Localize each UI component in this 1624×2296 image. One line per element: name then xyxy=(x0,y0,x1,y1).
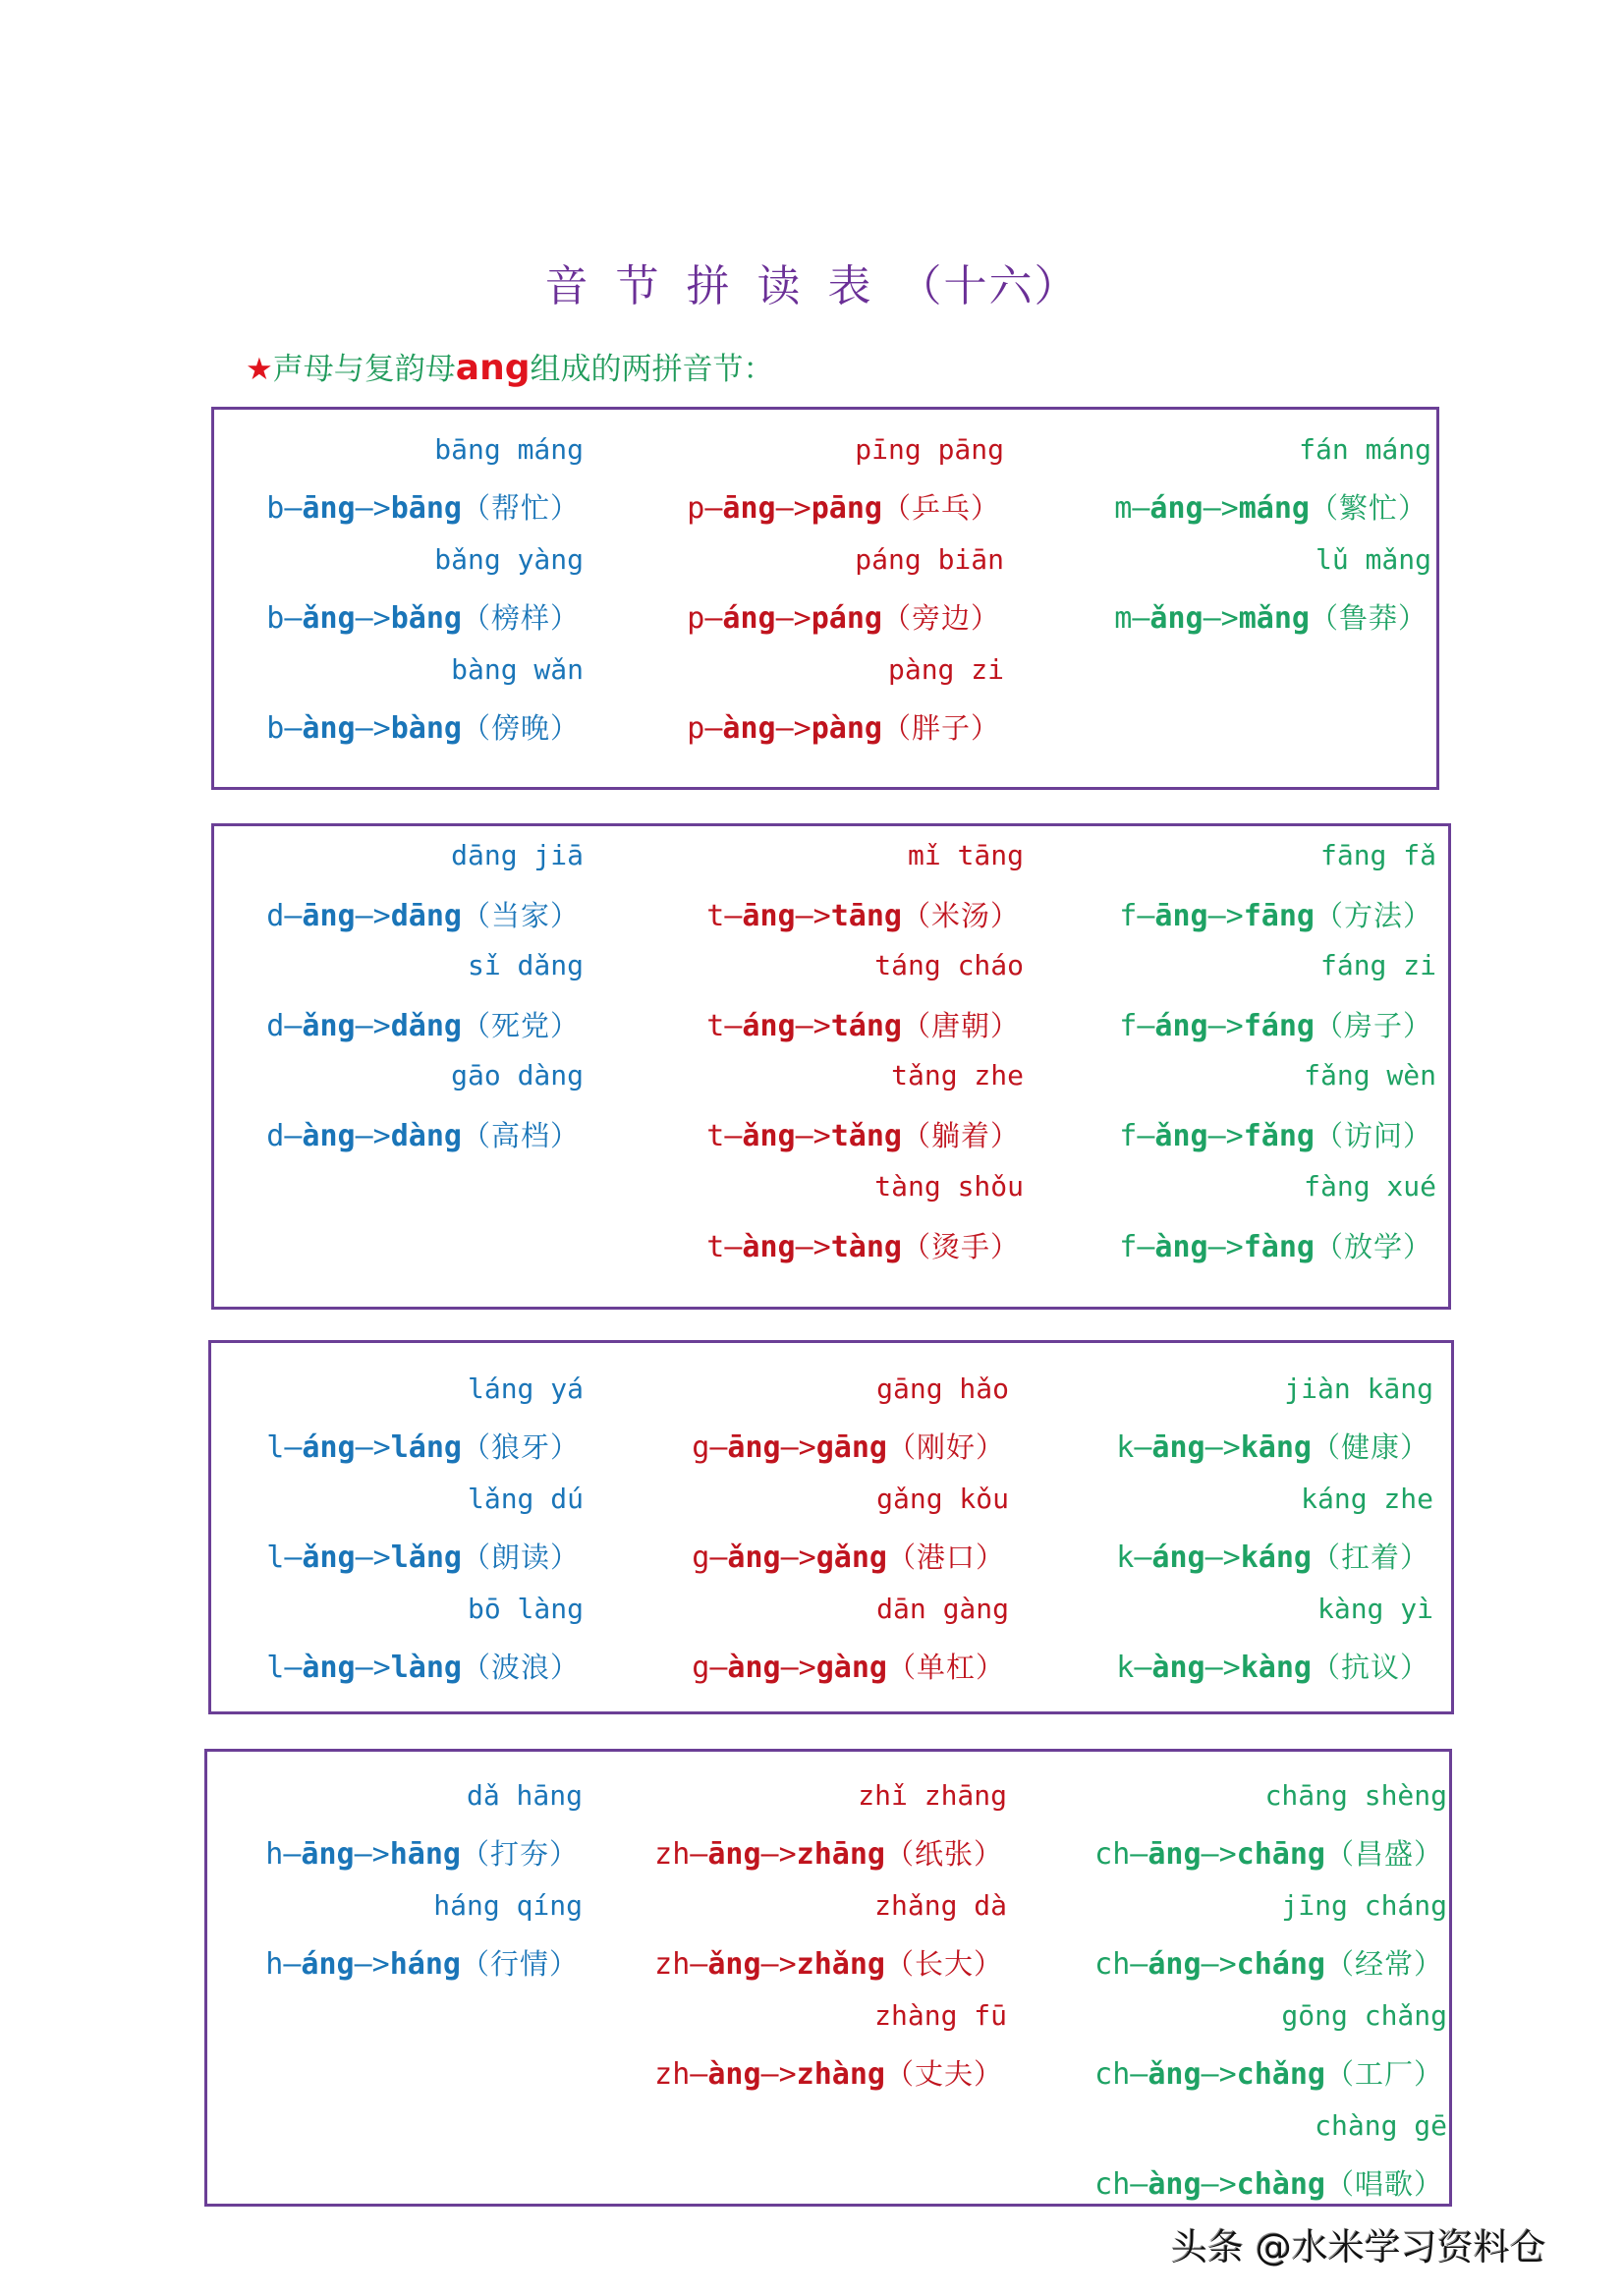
arrow-symbol: —> xyxy=(355,1119,391,1153)
dash-symbol: — xyxy=(1137,1009,1155,1043)
syllable-result: páng xyxy=(811,601,882,636)
dash-symbol: — xyxy=(284,1540,303,1575)
initial-consonant: ch xyxy=(1094,2057,1131,2092)
example-words-pinyin: háng qíng xyxy=(433,1889,583,1922)
initial-consonant: f xyxy=(1119,1230,1138,1264)
syllable-result: dāng xyxy=(390,899,462,933)
syllable-result: tāng xyxy=(830,899,902,933)
final-vowel: áng xyxy=(722,601,776,636)
example-words-pinyin: chàng gē xyxy=(1315,2109,1447,2142)
initial-consonant: ch xyxy=(1094,1837,1131,1872)
chinese-word: （唐朝） xyxy=(901,1009,1020,1042)
chinese-word: （经常） xyxy=(1324,1947,1443,1981)
syllable-box-4 xyxy=(204,1749,1452,2207)
final-vowel: ǎng xyxy=(1148,2057,1202,2092)
example-words-pinyin: zhǐ zhāng xyxy=(858,1779,1007,1812)
dash-symbol: — xyxy=(1137,1230,1155,1264)
initial-consonant: p xyxy=(687,711,705,746)
dash-symbol: — xyxy=(709,1651,728,1685)
arrow-symbol: —> xyxy=(780,1651,816,1685)
initial-consonant: t xyxy=(706,1230,725,1264)
initial-consonant: m xyxy=(1114,491,1133,526)
initial-consonant: ch xyxy=(1094,1947,1131,1982)
chinese-word: （高档） xyxy=(461,1119,580,1152)
arrow-symbol: —> xyxy=(795,1119,831,1153)
chinese-word: （放学） xyxy=(1314,1230,1432,1263)
dash-symbol: — xyxy=(704,711,723,746)
initial-consonant: g xyxy=(692,1430,710,1465)
arrow-symbol: —> xyxy=(355,1009,391,1043)
spelling-formula xyxy=(1094,2162,1443,2203)
initial-consonant: b xyxy=(266,711,285,746)
dash-symbol: — xyxy=(724,899,743,933)
syllable-result: fāng xyxy=(1243,899,1315,933)
example-words-pinyin: fáng zi xyxy=(1319,949,1436,981)
example-words-pinyin: gāng hǎo xyxy=(876,1372,1009,1405)
chinese-word: （唱歌） xyxy=(1324,2167,1443,2201)
dash-symbol: — xyxy=(709,1540,728,1575)
dash-symbol: — xyxy=(724,1009,743,1043)
chinese-word: （榜样） xyxy=(461,601,580,635)
syllable-result: pāng xyxy=(811,491,882,526)
initial-consonant: d xyxy=(266,899,285,933)
final-vowel: áng xyxy=(302,1430,356,1465)
spelling-formula xyxy=(1094,1942,1443,1983)
arrow-symbol: —> xyxy=(775,711,812,746)
section-heading xyxy=(246,344,774,388)
dash-symbol: — xyxy=(1132,601,1150,636)
dash-symbol: — xyxy=(1130,2167,1148,2202)
syllable-result: chǎng xyxy=(1236,2057,1325,2092)
final-vowel: àng xyxy=(727,1651,781,1685)
chinese-word: （单杠） xyxy=(886,1651,1005,1684)
final-vowel: àng xyxy=(302,711,356,746)
arrow-symbol: —> xyxy=(355,1651,391,1685)
final-vowel: áng xyxy=(301,1947,355,1982)
spelling-formula xyxy=(1094,2052,1443,2093)
example-words-pinyin: fǎng wèn xyxy=(1304,1059,1436,1092)
final-vowel: ǎng xyxy=(1149,601,1204,636)
syllable-result: pàng xyxy=(811,711,882,746)
syllable-result: háng xyxy=(389,1947,461,1982)
initial-consonant: t xyxy=(706,899,725,933)
chinese-word: （乒乓） xyxy=(881,491,1000,525)
arrow-symbol: —> xyxy=(1207,1119,1244,1153)
arrow-symbol: —> xyxy=(1203,491,1239,526)
dash-symbol: — xyxy=(704,601,723,636)
spelling-formula xyxy=(1116,1646,1429,1686)
dash-symbol: — xyxy=(724,1119,743,1153)
chinese-word: （米汤） xyxy=(901,899,1020,932)
initial-consonant: ch xyxy=(1094,2167,1131,2202)
arrow-symbol: —> xyxy=(1204,1651,1241,1685)
chinese-word: （烫手） xyxy=(901,1230,1020,1263)
dash-symbol: — xyxy=(709,1430,728,1465)
syllable-result: fáng xyxy=(1243,1009,1315,1043)
final-vowel: ǎng xyxy=(1154,1119,1208,1153)
syllable-column xyxy=(214,826,1436,1307)
chinese-word: （波浪） xyxy=(461,1651,580,1684)
initial-consonant: k xyxy=(1116,1651,1135,1685)
dash-symbol: — xyxy=(1137,1119,1155,1153)
chinese-word: （昌盛） xyxy=(1324,1837,1443,1871)
example-words-pinyin: chāng shèng xyxy=(1264,1779,1447,1812)
initial-consonant: b xyxy=(266,491,285,526)
chinese-word: （打夯） xyxy=(460,1837,579,1871)
syllable-result: táng xyxy=(830,1009,902,1043)
final-vowel: āng xyxy=(301,1837,355,1872)
chinese-word: （房子） xyxy=(1314,1009,1432,1042)
chinese-word: （刚好） xyxy=(886,1430,1005,1464)
dash-symbol: — xyxy=(284,1651,303,1685)
syllable-result: tàng xyxy=(830,1230,902,1264)
syllable-result: dǎng xyxy=(390,1009,462,1043)
syllable-result: zhāng xyxy=(796,1837,885,1872)
arrow-symbol: —> xyxy=(780,1540,816,1575)
chinese-word: （工厂） xyxy=(1324,2057,1443,2091)
final-vowel: àng xyxy=(742,1230,796,1264)
syllable-result: bǎng xyxy=(390,601,462,636)
dash-symbol: — xyxy=(1137,899,1155,933)
chinese-word: （当家） xyxy=(461,899,580,932)
example-words-pinyin: bāng máng xyxy=(434,433,584,466)
syllable-result: tǎng xyxy=(830,1119,902,1153)
arrow-symbol: —> xyxy=(1201,1837,1237,1872)
example-words-pinyin: tǎng zhe xyxy=(891,1059,1024,1092)
arrow-symbol: —> xyxy=(1201,1947,1237,1982)
chinese-word: （死党） xyxy=(461,1009,580,1042)
final-vowel: ǎng xyxy=(707,1947,761,1982)
example-words-pinyin: dān gàng xyxy=(876,1593,1009,1625)
dash-symbol: — xyxy=(704,491,723,526)
dash-symbol: — xyxy=(1130,1837,1148,1872)
chinese-word: （港口） xyxy=(886,1540,1005,1574)
final-vowel: àng xyxy=(707,2057,761,2092)
dash-symbol: — xyxy=(1132,491,1150,526)
dash-symbol: — xyxy=(690,1837,708,1872)
final-vowel: áng xyxy=(1151,1540,1205,1575)
spelling-formula xyxy=(1114,596,1428,637)
chinese-word: （纸张） xyxy=(884,1837,1003,1871)
chinese-word: （扛着） xyxy=(1311,1540,1429,1574)
syllable-result: bàng xyxy=(390,711,462,746)
dash-symbol: — xyxy=(1134,1430,1152,1465)
chinese-word: （旁边） xyxy=(881,601,1000,635)
syllable-result: làng xyxy=(390,1651,462,1685)
spelling-formula xyxy=(1116,1536,1429,1576)
initial-consonant: l xyxy=(266,1430,285,1465)
title-suffix: （十六） xyxy=(898,261,1080,311)
chinese-word: （胖子） xyxy=(881,711,1000,745)
final-vowel: āng xyxy=(742,899,796,933)
syllable-result: gàng xyxy=(815,1651,887,1685)
syllable-result: bāng xyxy=(390,491,462,526)
arrow-symbol: —> xyxy=(760,1947,797,1982)
spelling-formula xyxy=(1119,1004,1432,1044)
arrow-symbol: —> xyxy=(1201,2057,1237,2092)
example-words-pinyin: tàng shǒu xyxy=(874,1170,1024,1203)
example-words-pinyin: fàng xué xyxy=(1304,1170,1436,1203)
final-vowel: àng xyxy=(1154,1230,1208,1264)
syllable-result: fàng xyxy=(1243,1230,1315,1264)
dash-symbol: — xyxy=(284,899,303,933)
syllable-result: chāng xyxy=(1236,1837,1325,1872)
arrow-symbol: —> xyxy=(1204,1430,1241,1465)
example-words-pinyin: mǐ tāng xyxy=(907,839,1024,871)
initial-consonant: f xyxy=(1119,1119,1138,1153)
spelling-formula xyxy=(1116,1426,1429,1466)
initial-consonant: t xyxy=(706,1119,725,1153)
final-vowel: áng xyxy=(1149,491,1204,526)
arrow-symbol: —> xyxy=(775,601,812,636)
final-vowel: āng xyxy=(727,1430,781,1465)
final-vowel: āng xyxy=(1151,1430,1205,1465)
example-words-pinyin: gōng chǎng xyxy=(1281,1999,1447,2032)
arrow-symbol: —> xyxy=(354,1837,390,1872)
arrow-symbol: —> xyxy=(795,1230,831,1264)
final-vowel: ǎng xyxy=(302,601,356,636)
dash-symbol: — xyxy=(284,491,303,526)
final-vowel: àng xyxy=(302,1119,356,1153)
final-vowel: áng xyxy=(1154,1009,1208,1043)
spelling-formula xyxy=(1119,1114,1432,1154)
dash-symbol: — xyxy=(1130,2057,1148,2092)
initial-consonant: p xyxy=(687,601,705,636)
arrow-symbol: —> xyxy=(354,1947,390,1982)
dash-symbol: — xyxy=(1130,1947,1148,1982)
initial-consonant: h xyxy=(265,1947,284,1982)
syllable-column xyxy=(214,410,1431,787)
arrow-symbol: —> xyxy=(1201,2167,1237,2202)
arrow-symbol: —> xyxy=(1204,1540,1241,1575)
example-words-pinyin: zhàng fū xyxy=(874,1999,1007,2032)
final-vowel: àng xyxy=(302,1651,356,1685)
arrow-symbol: —> xyxy=(355,899,391,933)
chinese-word: （帮忙） xyxy=(461,491,580,525)
arrow-symbol: —> xyxy=(355,1430,391,1465)
example-words-pinyin: táng cháo xyxy=(874,949,1024,981)
dash-symbol: — xyxy=(284,601,303,636)
chinese-word: （长大） xyxy=(884,1947,1003,1981)
initial-consonant: p xyxy=(687,491,705,526)
example-words-pinyin: láng yá xyxy=(467,1372,584,1405)
arrow-symbol: —> xyxy=(355,491,391,526)
syllable-result: mǎng xyxy=(1238,601,1310,636)
initial-consonant: f xyxy=(1119,1009,1138,1043)
final-vowel: āng xyxy=(1148,1837,1202,1872)
arrow-symbol: —> xyxy=(795,899,831,933)
syllable-result: máng xyxy=(1238,491,1310,526)
syllable-result: kāng xyxy=(1240,1430,1312,1465)
syllable-result: lǎng xyxy=(390,1540,462,1575)
final-vowel: ǎng xyxy=(302,1540,356,1575)
chinese-word: （狼牙） xyxy=(461,1430,580,1464)
final-vowel: àng xyxy=(1151,1651,1205,1685)
example-words-pinyin: jīng cháng xyxy=(1281,1889,1447,1922)
chinese-word: （方法） xyxy=(1314,899,1432,932)
chinese-word: （躺着） xyxy=(901,1119,1020,1152)
chinese-word: （行情） xyxy=(460,1947,579,1981)
example-words-pinyin: fāng fǎ xyxy=(1319,839,1436,871)
example-words-pinyin: gāo dàng xyxy=(451,1059,584,1092)
chinese-word: （访问） xyxy=(1314,1119,1432,1152)
arrow-symbol: —> xyxy=(760,1837,797,1872)
chinese-word: （傍晚） xyxy=(461,711,580,745)
initial-consonant: zh xyxy=(654,2057,691,2092)
heading-text-after: 组成的两拼音节： xyxy=(530,352,774,387)
example-words-pinyin: gǎng kǒu xyxy=(876,1483,1009,1515)
final-vowel: àng xyxy=(1148,2167,1202,2202)
dash-symbol: — xyxy=(284,711,303,746)
title-main: 音节拼读表 xyxy=(544,261,899,311)
initial-consonant: f xyxy=(1119,899,1138,933)
page-title xyxy=(0,251,1624,313)
final-vowel: ǎng xyxy=(727,1540,781,1575)
initial-consonant: d xyxy=(266,1009,285,1043)
final-vowel: áng xyxy=(1148,1947,1202,1982)
syllable-box-1 xyxy=(211,407,1439,790)
syllable-column xyxy=(211,1343,1433,1711)
syllable-result: zhǎng xyxy=(796,1947,885,1982)
arrow-symbol: —> xyxy=(1207,899,1244,933)
chinese-word: （鲁莽） xyxy=(1309,601,1428,635)
dash-symbol: — xyxy=(284,1119,303,1153)
example-words-pinyin: kàng yì xyxy=(1316,1593,1433,1625)
final-vowel: āng xyxy=(302,899,356,933)
dash-symbol: — xyxy=(1134,1540,1152,1575)
syllable-result: gāng xyxy=(815,1430,887,1465)
initial-consonant: l xyxy=(266,1540,285,1575)
arrow-symbol: —> xyxy=(795,1009,831,1043)
chinese-word: （丈夫） xyxy=(884,2057,1003,2091)
example-words-pinyin: bǎng yàng xyxy=(434,543,584,576)
heading-text-before: 声母与复韵母 xyxy=(272,352,456,387)
arrow-symbol: —> xyxy=(355,601,391,636)
initial-consonant: b xyxy=(266,601,285,636)
arrow-symbol: —> xyxy=(1207,1230,1244,1264)
final-vowel: ǎng xyxy=(742,1119,796,1153)
initial-consonant: m xyxy=(1114,601,1133,636)
watermark: 头条 @水米学习资料仓 xyxy=(1171,2226,1546,2268)
arrow-symbol: —> xyxy=(355,711,391,746)
arrow-symbol: —> xyxy=(775,491,812,526)
chinese-word: （繁忙） xyxy=(1309,491,1428,525)
syllable-result: fǎng xyxy=(1243,1119,1315,1153)
example-words-pinyin: lǎng dú xyxy=(467,1483,584,1515)
example-words-pinyin: káng zhe xyxy=(1301,1483,1433,1515)
arrow-symbol: —> xyxy=(1203,601,1239,636)
heading-highlight: ang xyxy=(455,348,531,388)
initial-consonant: g xyxy=(692,1540,710,1575)
initial-consonant: g xyxy=(692,1651,710,1685)
initial-consonant: k xyxy=(1116,1430,1135,1465)
final-vowel: āng xyxy=(1154,899,1208,933)
final-vowel: àng xyxy=(722,711,776,746)
spelling-formula xyxy=(1094,1832,1443,1873)
example-words-pinyin: dāng jiā xyxy=(451,839,584,871)
chinese-word: （朗读） xyxy=(461,1540,580,1574)
syllable-result: zhàng xyxy=(796,2057,885,2092)
spelling-formula xyxy=(1114,486,1428,527)
syllable-result: kàng xyxy=(1240,1651,1312,1685)
example-words-pinyin: fán máng xyxy=(1299,433,1431,466)
example-words-pinyin: zhǎng dà xyxy=(874,1889,1007,1922)
initial-consonant: zh xyxy=(654,1947,691,1982)
dash-symbol: — xyxy=(690,2057,708,2092)
dash-symbol: — xyxy=(283,1947,302,1982)
arrow-symbol: —> xyxy=(1207,1009,1244,1043)
arrow-symbol: —> xyxy=(780,1430,816,1465)
example-words-pinyin: pīng pāng xyxy=(855,433,1004,466)
initial-consonant: h xyxy=(265,1837,284,1872)
dash-symbol: — xyxy=(1134,1651,1152,1685)
dash-symbol: — xyxy=(690,1947,708,1982)
final-vowel: āng xyxy=(707,1837,761,1872)
syllable-result: káng xyxy=(1240,1540,1312,1575)
syllable-result: gǎng xyxy=(815,1540,887,1575)
initial-consonant: d xyxy=(266,1119,285,1153)
chinese-word: （抗议） xyxy=(1311,1651,1429,1684)
syllable-box-2 xyxy=(211,823,1451,1310)
example-words-pinyin: pàng zi xyxy=(887,653,1004,686)
syllable-column xyxy=(207,1752,1447,2204)
initial-consonant: t xyxy=(706,1009,725,1043)
chinese-word: （健康） xyxy=(1311,1430,1429,1464)
syllable-result: dàng xyxy=(390,1119,462,1153)
final-vowel: āng xyxy=(722,491,776,526)
initial-consonant: k xyxy=(1116,1540,1135,1575)
example-words-pinyin: bō làng xyxy=(467,1593,584,1625)
star-icon: ★ xyxy=(246,352,273,387)
spelling-formula xyxy=(1119,894,1432,934)
example-words-pinyin: dǎ hāng xyxy=(466,1779,583,1812)
dash-symbol: — xyxy=(283,1837,302,1872)
dash-symbol: — xyxy=(284,1009,303,1043)
syllable-box-3 xyxy=(208,1340,1454,1714)
final-vowel: ǎng xyxy=(302,1009,356,1043)
example-words-pinyin: bàng wǎn xyxy=(451,653,584,686)
syllable-result: cháng xyxy=(1236,1947,1325,1982)
final-vowel: āng xyxy=(302,491,356,526)
dash-symbol: — xyxy=(724,1230,743,1264)
initial-consonant: l xyxy=(266,1651,285,1685)
example-words-pinyin: lǔ mǎng xyxy=(1315,543,1431,576)
example-words-pinyin: sǐ dǎng xyxy=(467,949,584,981)
example-words-pinyin: jiàn kāng xyxy=(1284,1372,1433,1405)
syllable-result: hāng xyxy=(389,1837,461,1872)
example-words-pinyin: páng biān xyxy=(855,543,1004,576)
spelling-formula xyxy=(1119,1225,1432,1265)
arrow-symbol: —> xyxy=(355,1540,391,1575)
dash-symbol: — xyxy=(284,1430,303,1465)
arrow-symbol: —> xyxy=(760,2057,797,2092)
syllable-result: láng xyxy=(390,1430,462,1465)
initial-consonant: zh xyxy=(654,1837,691,1872)
syllable-result: chàng xyxy=(1236,2167,1325,2202)
final-vowel: áng xyxy=(742,1009,796,1043)
